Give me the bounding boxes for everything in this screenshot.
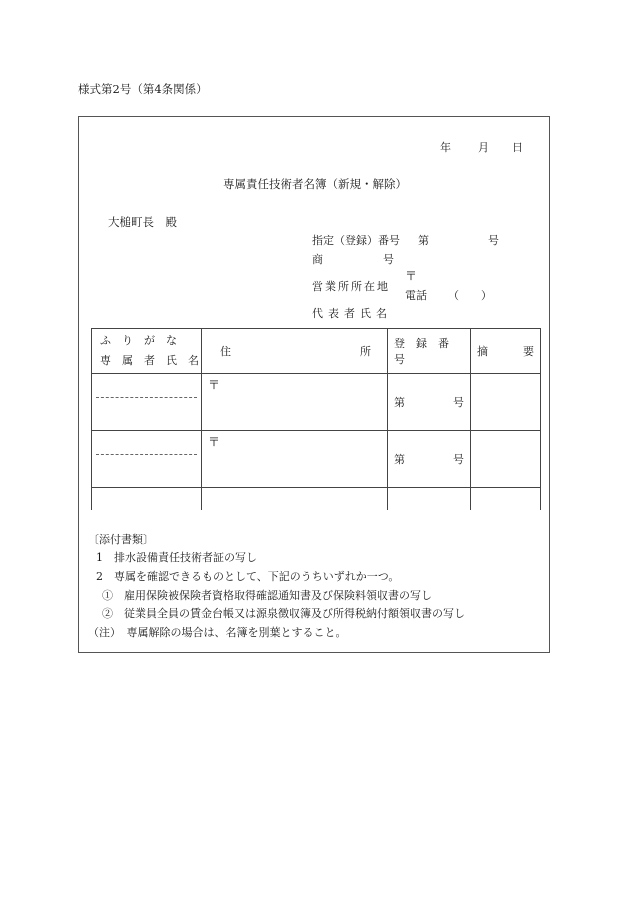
name-cell[interactable]: [92, 431, 202, 488]
reg-no-cell[interactable]: [388, 374, 471, 431]
header-address-cell: [202, 329, 388, 374]
form-title: 専属責任技術者名簿（新規・解除）: [223, 177, 407, 191]
attachment-item-3: ① 雇用保険被保険者資格取得確認通知書及び保険料領収書の写し: [102, 589, 432, 602]
designation-dai: 第: [418, 234, 429, 247]
row-go: 号: [453, 396, 464, 409]
reg-no-cell[interactable]: [388, 488, 471, 510]
office-address-label: 営業所所在地: [312, 280, 390, 293]
table-row: [92, 488, 541, 510]
header-address-right: 所: [360, 345, 371, 358]
date-month-label: 月: [478, 141, 489, 154]
name-cell[interactable]: [92, 488, 202, 510]
remarks-cell[interactable]: [471, 488, 541, 510]
addressee: 大槌町長 殿: [108, 215, 177, 229]
header-remarks-right: 要: [523, 345, 534, 358]
attachment-item-1: 1 排水設備責任技術者証の写し: [96, 551, 257, 564]
furigana-divider: [96, 397, 197, 398]
header-remarks-left: 摘: [477, 345, 488, 358]
attachment-item-2: 2 専属を確認できるものとして、下記のうちいずれか一つ。: [96, 570, 400, 583]
address-cell[interactable]: [202, 374, 388, 431]
office-postal-mark: 〒: [405, 269, 418, 283]
attachment-note: （注） 専属解除の場合は、名簿を別葉とすること。: [88, 626, 347, 639]
designation-number-label: 指定（登録）番号: [312, 234, 400, 247]
remarks-cell[interactable]: [471, 374, 541, 431]
trade-name-label-1: 商: [312, 253, 323, 266]
phone-label: 電話: [405, 289, 427, 302]
row-postal-mark: 〒: [208, 378, 221, 392]
row-postal-mark: 〒: [208, 435, 221, 449]
header-furigana: ふ り が な: [100, 334, 177, 347]
phone-parens: （ ）: [448, 289, 492, 302]
trade-name-label-2: 号: [383, 253, 394, 266]
technician-table: [91, 328, 541, 510]
header-address-left: 住: [220, 345, 231, 358]
attachment-item-4: ② 従業員全員の賃金台帳又は源泉徴収簿及び所得税納付額領収書の写し: [102, 607, 465, 620]
designation-go: 号: [488, 234, 499, 247]
form-number-label: 様式第2号（第4条関係）: [78, 82, 208, 96]
attachments-heading: 〔添付書類〕: [88, 533, 154, 546]
table-header-row: [92, 329, 541, 374]
row-dai: 第: [394, 453, 405, 466]
header-name-cell: [92, 329, 202, 374]
row-go: 号: [453, 453, 464, 466]
header-name: 専 属 者 氏 名: [100, 354, 199, 367]
table-row: [92, 431, 541, 488]
table-row: [92, 374, 541, 431]
name-cell[interactable]: [92, 374, 202, 431]
furigana-divider: [96, 454, 197, 455]
address-cell[interactable]: [202, 488, 388, 510]
header-reg-no: 登 録 番 号: [388, 329, 471, 374]
representative-label: 代表者氏名: [312, 307, 392, 320]
row-dai: 第: [394, 396, 405, 409]
date-day-label: 日: [512, 141, 523, 154]
remarks-cell[interactable]: [471, 431, 541, 488]
header-remarks-cell: [471, 329, 541, 374]
date-year-label: 年: [440, 141, 451, 154]
reg-no-cell[interactable]: [388, 431, 471, 488]
address-cell[interactable]: [202, 431, 388, 488]
